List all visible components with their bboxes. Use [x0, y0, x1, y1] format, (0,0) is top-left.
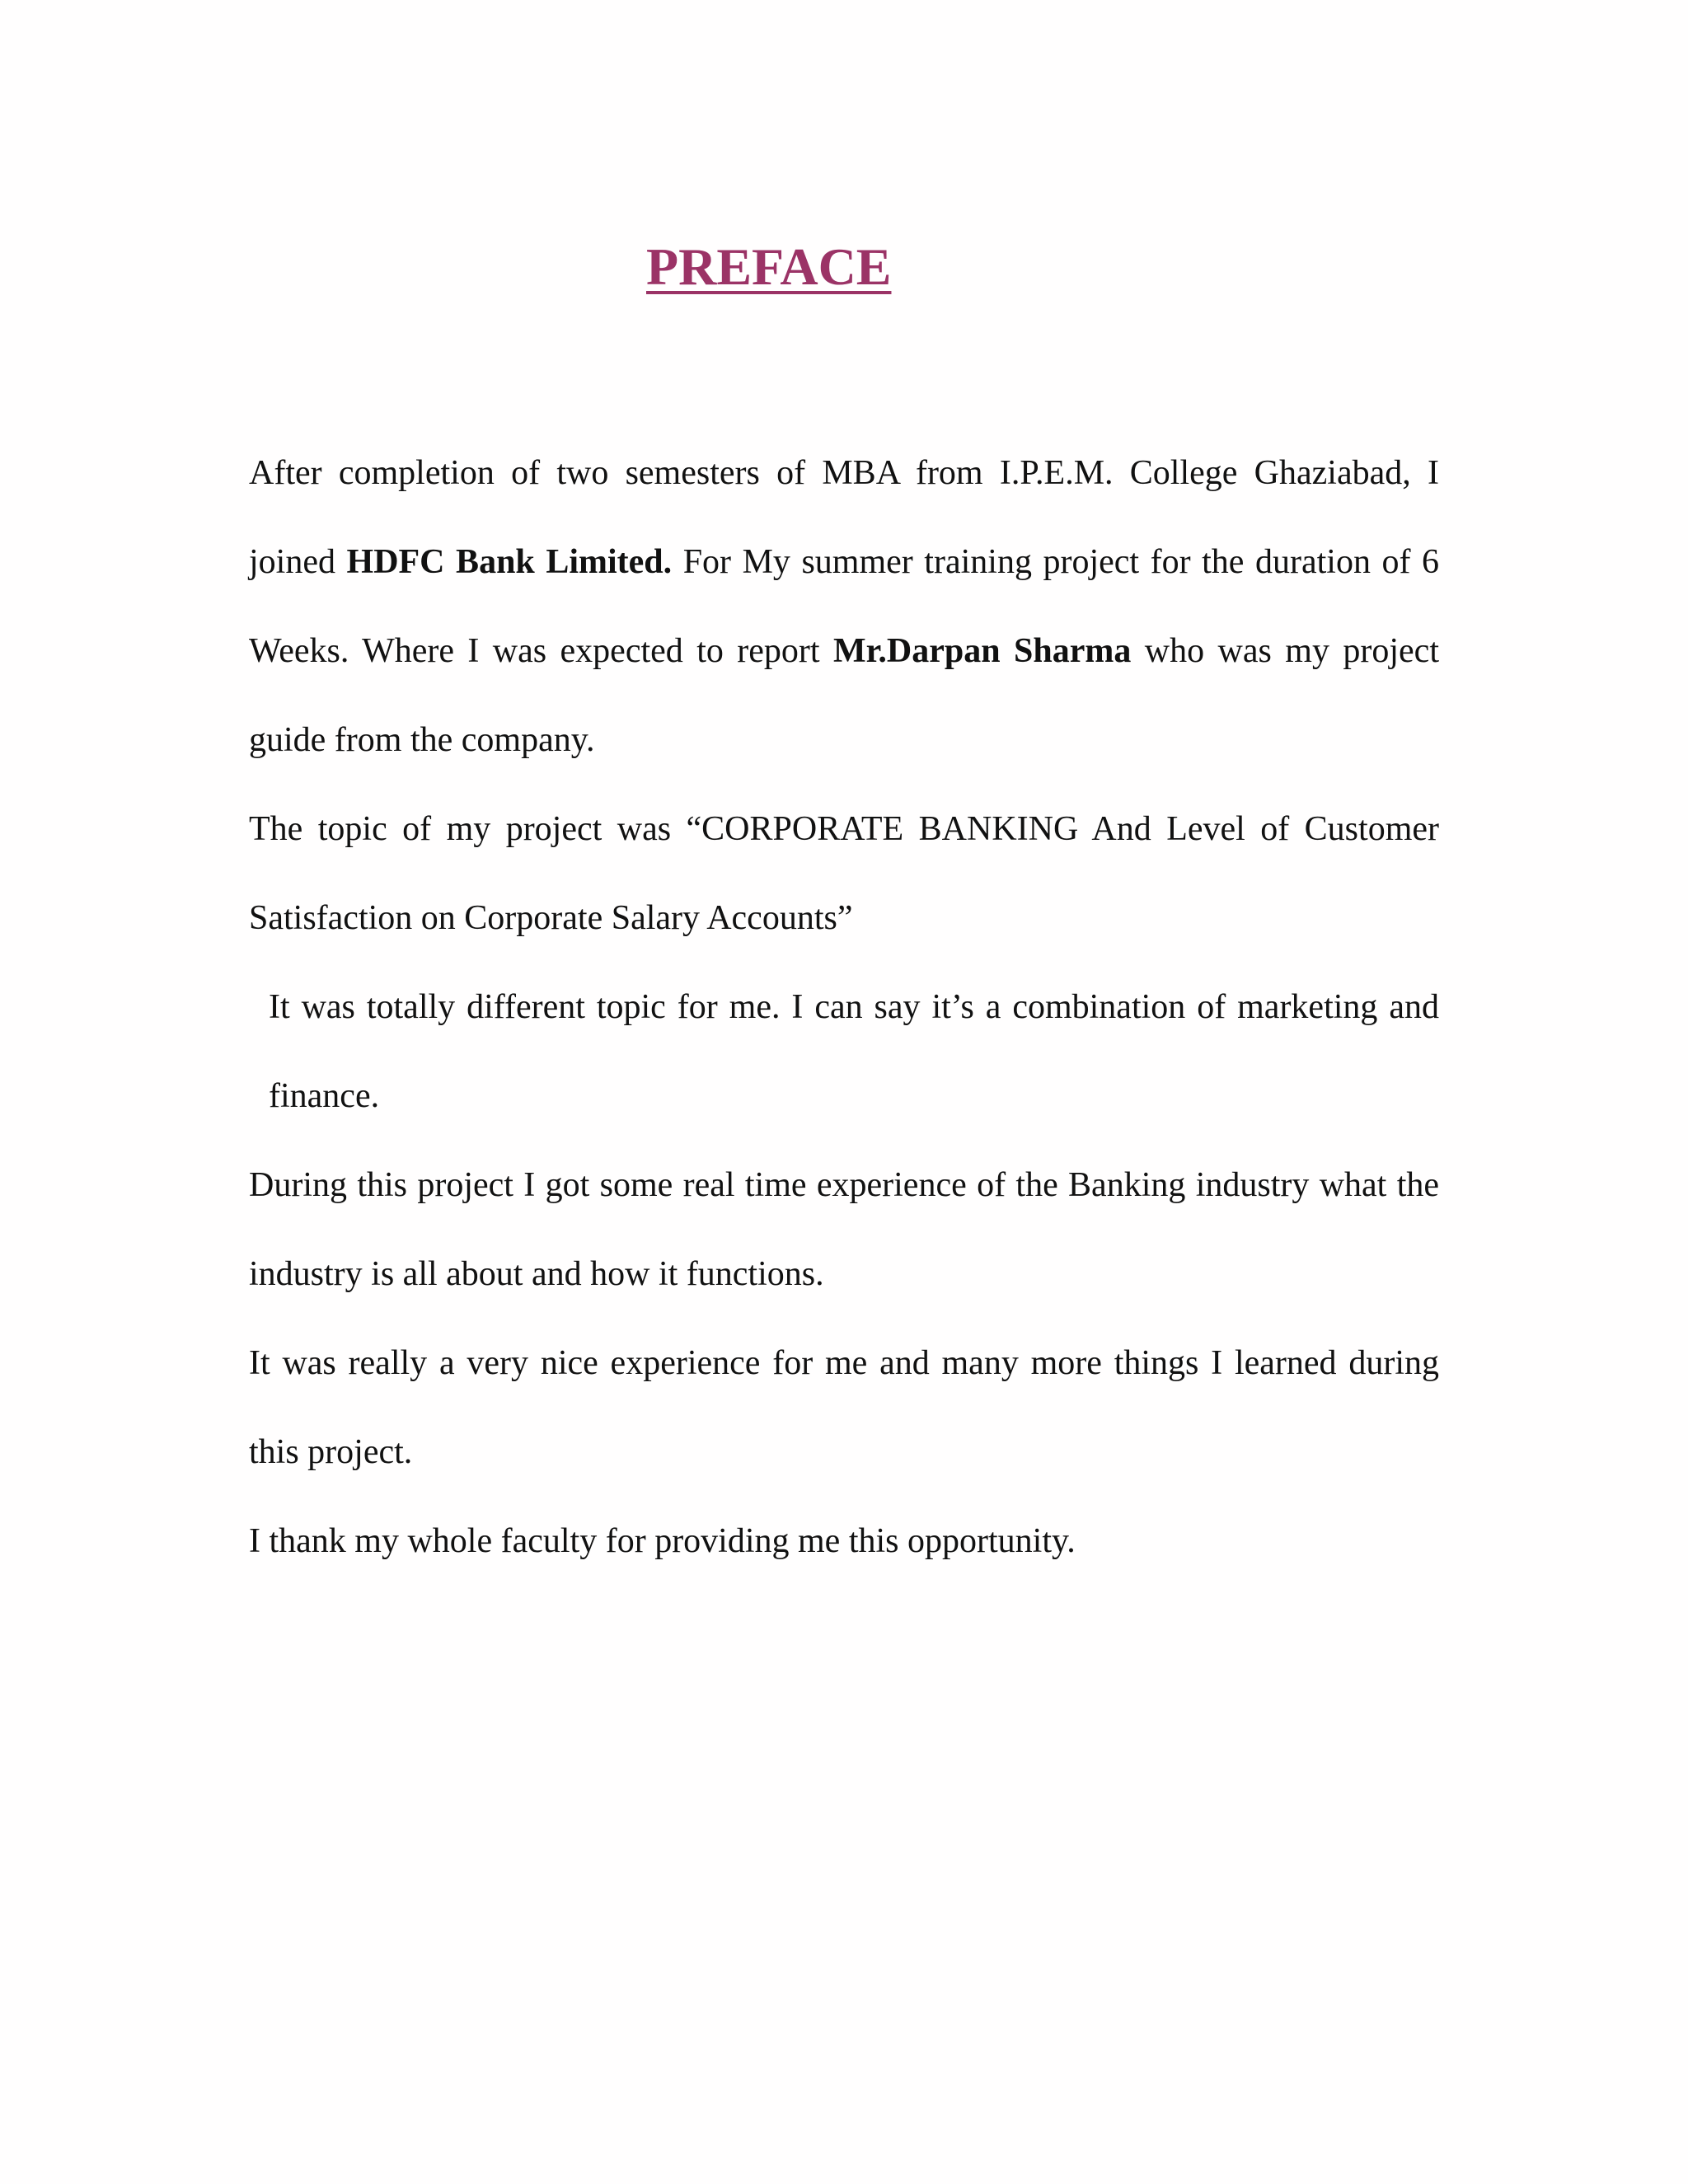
guide-name: Mr.Darpan Sharma: [833, 632, 1132, 670]
intro-text-2: For My summer training project for the duration of 6 Weeks. Where I was expected to report: [249, 543, 1440, 670]
paragraph-learning: It was really a very nice experience for me and many more things I learned during this project.: [249, 1344, 1439, 1471]
page-title: PREFACE: [646, 237, 892, 296]
paragraph-different-topic: It was totally different topic for me. I can say it’s a combination of marketing and finance.: [269, 988, 1439, 1115]
company-name: HDFC Bank Limited.: [346, 543, 673, 581]
paragraph-intro: [249, 429, 1439, 785]
preface-body: [249, 429, 1439, 1586]
intro-text-3: who was my project guide from the company.: [249, 632, 1439, 759]
paragraph-topic: The topic of my project was “CORPORATE BANKING And Level of Customer Satisfaction on Corporate Salary Accounts”: [249, 810, 1439, 937]
paragraph-thanks: I thank my whole faculty for providing me this opportunity.: [249, 1522, 1076, 1560]
paragraph-experience: During this project I got some real time experience of the Banking industry what the industry is all about and how it functions.: [249, 1166, 1439, 1293]
intro-text-1: After completion of two semesters of MBA from I.P.E.M. College Ghaziabad, I joined: [249, 454, 1439, 581]
